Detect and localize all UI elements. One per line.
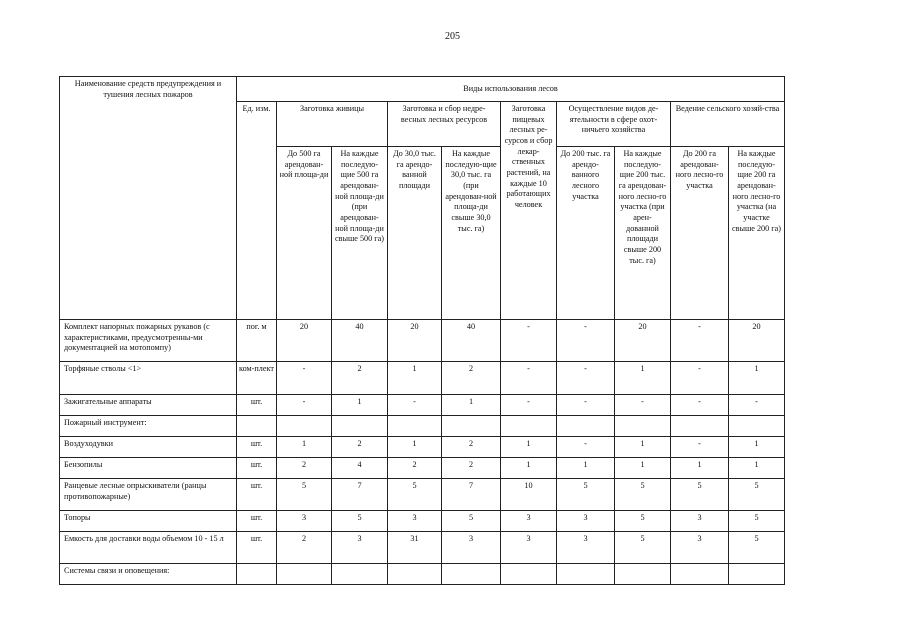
- table-cell: -: [388, 395, 442, 416]
- table-cell: 1: [615, 437, 671, 458]
- table-cell: [442, 564, 501, 585]
- group-non-timber: Заготовка и сбор недре-весных лесных ресурсов: [388, 102, 501, 147]
- table-cell: 1: [557, 458, 615, 479]
- table-cell: 1: [501, 437, 557, 458]
- table-row: [60, 320, 785, 362]
- table-cell: -: [671, 437, 729, 458]
- table-cell: 2: [442, 458, 501, 479]
- table-cell: 1: [671, 458, 729, 479]
- row-unit: [237, 564, 277, 585]
- table-cell: 5: [388, 479, 442, 511]
- table-cell: -: [277, 362, 332, 395]
- group-food-resources: Заготовка пищевых лесных ре-сурсов и сбор лекар-ственных растений, на каждые 10 работающих человек: [501, 102, 557, 320]
- header-kinds-of-use: Виды использования лесов: [237, 77, 785, 102]
- table-cell: 31: [388, 532, 442, 564]
- row-unit: шт.: [237, 479, 277, 511]
- table-row: [60, 362, 785, 395]
- table-cell: 1: [388, 362, 442, 395]
- group-agriculture: Ведение сельского хозяй-ства: [671, 102, 785, 147]
- table-cell: 3: [277, 511, 332, 532]
- page-number: 205: [445, 31, 460, 42]
- table-cell: [388, 564, 442, 585]
- table-cell: 1: [501, 458, 557, 479]
- table-cell: [557, 564, 615, 585]
- table-cell: [557, 416, 615, 437]
- table-cell: [277, 564, 332, 585]
- table-cell: 3: [388, 511, 442, 532]
- row-name: Зажигательные аппараты: [60, 395, 237, 416]
- table-cell: -: [671, 320, 729, 362]
- table-cell: [388, 416, 442, 437]
- table-cell: 1: [615, 362, 671, 395]
- table-cell: -: [729, 395, 785, 416]
- group-resin: Заготовка живицы: [277, 102, 388, 147]
- sub-header: На каждые последую-щие 500 га арендован-ной площа-ди (при арендован-ной площа-ди свыше 500 га): [332, 147, 388, 320]
- table-cell: 20: [615, 320, 671, 362]
- table-cell: 5: [615, 532, 671, 564]
- row-unit: шт.: [237, 532, 277, 564]
- table-cell: 2: [332, 362, 388, 395]
- sub-header: До 200 тыс. га арендо-ванного лесного участка: [557, 147, 615, 320]
- table-cell: -: [501, 320, 557, 362]
- table-cell: 5: [671, 479, 729, 511]
- sub-header: До 30,0 тыс. га арендо-ванной площади: [388, 147, 442, 320]
- table-cell: -: [557, 362, 615, 395]
- table-cell: -: [557, 395, 615, 416]
- row-name: Емкость для доставки воды объемом 10 - 15 л: [60, 532, 237, 564]
- table-cell: 2: [442, 437, 501, 458]
- sub-header: До 200 га арендован-ного лесно-го участка: [671, 147, 729, 320]
- table-cell: 2: [277, 458, 332, 479]
- sub-header: На каждые последую-щие 200 га арендован-ного лесно-го участка (на участке свыше 200 га): [729, 147, 785, 320]
- table-cell: 3: [557, 511, 615, 532]
- table-cell: [729, 416, 785, 437]
- table-cell: 3: [671, 511, 729, 532]
- table-row: [60, 437, 785, 458]
- table-cell: 3: [501, 532, 557, 564]
- row-unit: шт.: [237, 458, 277, 479]
- sub-header: На каждые последую-щие 30,0 тыс. га (при арендован-ной площа-ди свыше 30,0 тыс. га): [442, 147, 501, 320]
- row-name: Топоры: [60, 511, 237, 532]
- table-cell: -: [501, 362, 557, 395]
- row-unit: пог. м: [237, 320, 277, 362]
- table-cell: 5: [332, 511, 388, 532]
- table-cell: 20: [277, 320, 332, 362]
- table-cell: -: [557, 437, 615, 458]
- group-hunting: Осуществление видов де-ятельности в сфере охот-ничьего хозяйства: [557, 102, 671, 147]
- table-row: [60, 458, 785, 479]
- table-cell: -: [277, 395, 332, 416]
- table-cell: 5: [615, 479, 671, 511]
- table-cell: 1: [277, 437, 332, 458]
- table-cell: 40: [332, 320, 388, 362]
- table-cell: -: [557, 320, 615, 362]
- row-name: Воздуходувки: [60, 437, 237, 458]
- row-unit: шт.: [237, 395, 277, 416]
- table-cell: -: [615, 395, 671, 416]
- table-cell: 40: [442, 320, 501, 362]
- table-cell: 10: [501, 479, 557, 511]
- table-cell: 7: [332, 479, 388, 511]
- table-cell: [615, 564, 671, 585]
- row-name: Торфяные стволы <1>: [60, 362, 237, 395]
- table-cell: 1: [729, 362, 785, 395]
- table-cell: -: [671, 395, 729, 416]
- row-unit: шт.: [237, 511, 277, 532]
- table-cell: 2: [332, 437, 388, 458]
- header-row-1: [60, 77, 785, 102]
- sub-header: До 500 га арендован-ной площа-ди: [277, 147, 332, 320]
- table-cell: 1: [332, 395, 388, 416]
- row-name: Бензопилы: [60, 458, 237, 479]
- sub-header: На каждые последую-щие 200 тыс. га арендован-ного лесно-го участка (при арен-дованной площади свыше 200 тыс. га): [615, 147, 671, 320]
- table-cell: 4: [332, 458, 388, 479]
- row-name: Ранцевые лесные опрыскиватели (ранцы противопожарные): [60, 479, 237, 511]
- header-unit: Ед. изм.: [237, 102, 277, 320]
- row-name: Комплект напорных пожарных рукавов (с характеристиками, предусмотренны-ми документацией на мотопомпу): [60, 320, 237, 362]
- table-cell: 3: [557, 532, 615, 564]
- table-cell: 20: [388, 320, 442, 362]
- table-cell: [332, 564, 388, 585]
- row-name: Пожарный инструмент:: [60, 416, 237, 437]
- table-row: [60, 395, 785, 416]
- row-unit: ком-плект: [237, 362, 277, 395]
- table-cell: [277, 416, 332, 437]
- table-row: [60, 564, 785, 585]
- table-row: [60, 479, 785, 511]
- row-unit: [237, 416, 277, 437]
- table-cell: 1: [729, 437, 785, 458]
- table-cell: 1: [442, 395, 501, 416]
- table-cell: 7: [442, 479, 501, 511]
- table-cell: 1: [388, 437, 442, 458]
- table-cell: 20: [729, 320, 785, 362]
- header-name-column: Наименование средств предупреждения и тушения лесных пожаров: [60, 77, 237, 320]
- row-unit: шт.: [237, 437, 277, 458]
- table-row: [60, 532, 785, 564]
- table-cell: [442, 416, 501, 437]
- table-cell: [501, 564, 557, 585]
- table-cell: 5: [729, 479, 785, 511]
- table-cell: 1: [729, 458, 785, 479]
- table-cell: [501, 416, 557, 437]
- table-cell: [332, 416, 388, 437]
- row-name: Системы связи и оповещения:: [60, 564, 237, 585]
- table-cell: 5: [442, 511, 501, 532]
- table-cell: -: [501, 395, 557, 416]
- fire-equipment-table: [59, 76, 785, 585]
- table-cell: 2: [277, 532, 332, 564]
- table-cell: 3: [501, 511, 557, 532]
- table-cell: 2: [388, 458, 442, 479]
- table-cell: [615, 416, 671, 437]
- table-cell: [671, 564, 729, 585]
- table-cell: 1: [615, 458, 671, 479]
- table-cell: 3: [332, 532, 388, 564]
- table-row: [60, 416, 785, 437]
- table-cell: 5: [557, 479, 615, 511]
- table-cell: [729, 564, 785, 585]
- table-cell: 5: [277, 479, 332, 511]
- table-cell: 5: [729, 532, 785, 564]
- table-cell: 5: [615, 511, 671, 532]
- table-cell: 3: [442, 532, 501, 564]
- table-row: [60, 511, 785, 532]
- table-cell: [671, 416, 729, 437]
- table-cell: -: [671, 362, 729, 395]
- table-cell: 2: [442, 362, 501, 395]
- table-cell: 3: [671, 532, 729, 564]
- table-cell: 5: [729, 511, 785, 532]
